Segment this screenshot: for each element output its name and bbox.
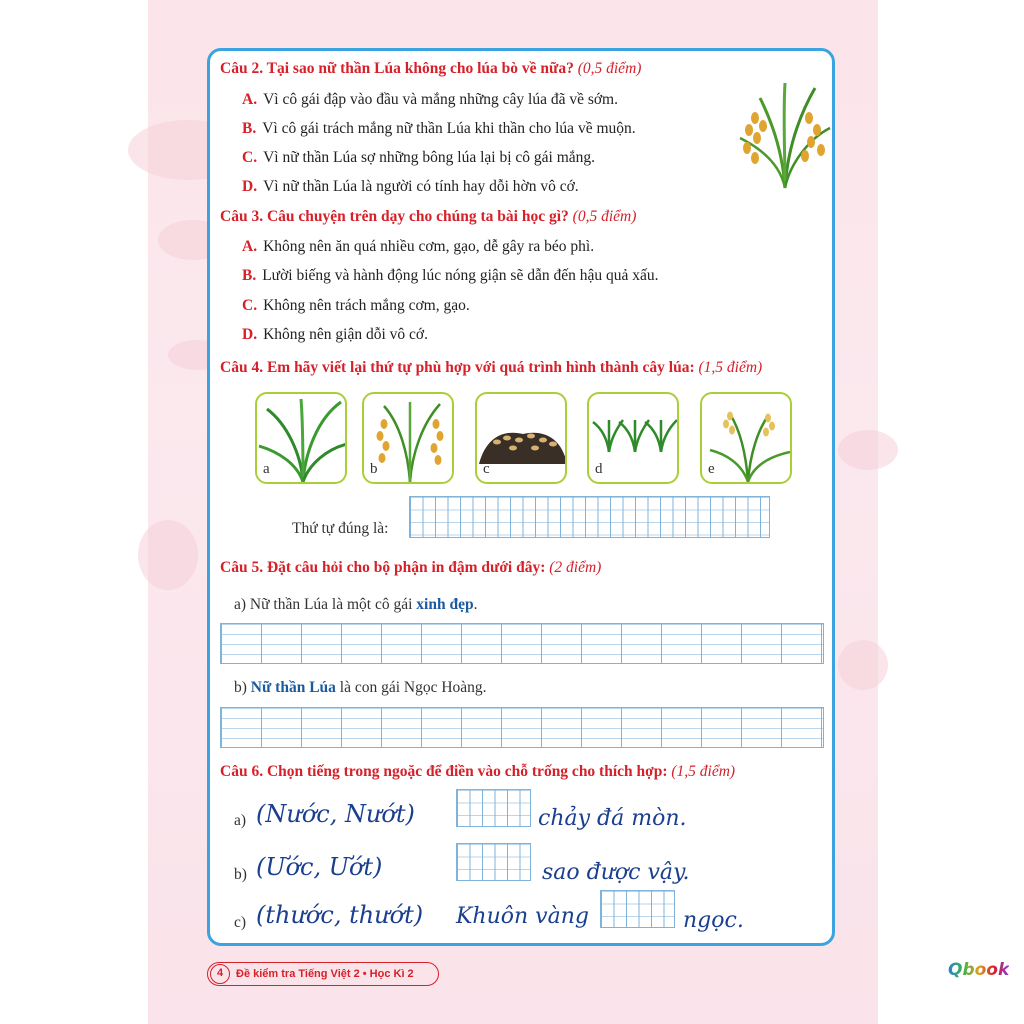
q6-item-b-choices: (Ước, Ướt): [256, 853, 383, 881]
page-footer: [207, 962, 439, 986]
q2-option-c[interactable]: C. Vì nữ thần Lúa sợ những bông lúa lại bị cô gái mắng.: [242, 149, 596, 166]
question-4-title: Câu 4. Em hãy viết lại thứ tự phù hợp với quá trình hình thành cây lúa: (1,5 điểm): [220, 359, 763, 376]
q6-item-c-label: c): [234, 914, 247, 931]
q3-option-b[interactable]: B. Lười biếng và hành động lúc nóng giận sẽ dẫn đến hậu quả xấu.: [242, 267, 659, 284]
q5-a-writing-grid[interactable]: [220, 623, 824, 664]
q5-b-writing-grid[interactable]: [220, 707, 824, 748]
watercolor-blob: [138, 520, 198, 590]
q6-item-c-choices: (thước, thướt): [256, 901, 424, 929]
q6-item-a-label: a): [234, 812, 247, 829]
q2-option-d[interactable]: D. Vì nữ thần Lúa là người có tính hay dỗi hờn vô cớ.: [242, 178, 579, 195]
q6-item-c-rest: ngọc.: [683, 908, 744, 933]
picture-e-flowering-rice: [700, 392, 792, 484]
picture-b-ripe-rice: [362, 392, 454, 484]
question-2-title: Câu 2. Tại sao nữ thần Lúa không cho lúa bò về nữa? (0,5 điểm): [220, 60, 642, 77]
watercolor-blob: [838, 640, 888, 690]
answer-order-writing-grid[interactable]: [409, 496, 770, 538]
q6-item-a-rest: chảy đá mòn.: [538, 806, 687, 831]
picture-d-rice-seedlings: [587, 392, 679, 484]
q2-option-a[interactable]: A. Vì cô gái đập vào đầu và mắng những cây lúa đã về sớm.: [242, 91, 618, 108]
page-number: 4: [210, 964, 230, 984]
q6-item-c-before: Khuôn vàng: [456, 904, 589, 929]
question-6-title: Câu 6. Chọn tiếng trong ngoặc để điền vào chỗ trống cho thích hợp: (1,5 điểm): [220, 763, 736, 780]
picture-a-young-rice: [255, 392, 347, 484]
q6-item-b-blank[interactable]: [456, 843, 531, 881]
rice-plant-illustration: [735, 78, 835, 190]
picture-c-rice-seeds: [475, 392, 567, 484]
picture-label: c: [483, 461, 490, 477]
q6-item-c-blank[interactable]: [600, 890, 675, 928]
picture-label: a: [263, 461, 270, 477]
picture-label: e: [708, 461, 715, 477]
q6-item-a-choices: (Nước, Nướt): [256, 800, 415, 828]
question-5-title: Câu 5. Đặt câu hỏi cho bộ phận in đậm dưới đây: (2 điểm): [220, 559, 602, 576]
q5-sentence-b: b) Nữ thần Lúa là con gái Ngọc Hoàng.: [234, 679, 487, 696]
publisher-logo: Qbook: [948, 960, 1010, 980]
watercolor-blob: [838, 430, 898, 470]
q2-option-b[interactable]: B. Vì cô gái trách mắng nữ thần Lúa khi thần cho lúa về muộn.: [242, 120, 636, 137]
q6-item-b-label: b): [234, 866, 247, 883]
q3-option-a[interactable]: A. Không nên ăn quá nhiều cơm, gạo, dễ gây ra béo phì.: [242, 238, 595, 255]
q5-sentence-a: a) Nữ thần Lúa là một cô gái xinh đẹp.: [234, 596, 478, 613]
q6-item-a-blank[interactable]: [456, 789, 531, 827]
answer-order-label: Thứ tự đúng là:: [292, 520, 389, 537]
picture-label: b: [370, 461, 378, 477]
question-3-title: Câu 3. Câu chuyện trên dạy cho chúng ta bài học gì? (0,5 điểm): [220, 208, 637, 225]
q3-option-c[interactable]: C. Không nên trách mắng cơm, gạo.: [242, 297, 470, 314]
q3-option-d[interactable]: D. Không nên giận dỗi vô cớ.: [242, 326, 428, 343]
q6-item-b-rest: sao được vậy.: [542, 860, 690, 885]
footer-title: Đề kiểm tra Tiếng Việt 2 • Học Kì 2: [236, 968, 414, 980]
picture-label: d: [595, 461, 603, 477]
